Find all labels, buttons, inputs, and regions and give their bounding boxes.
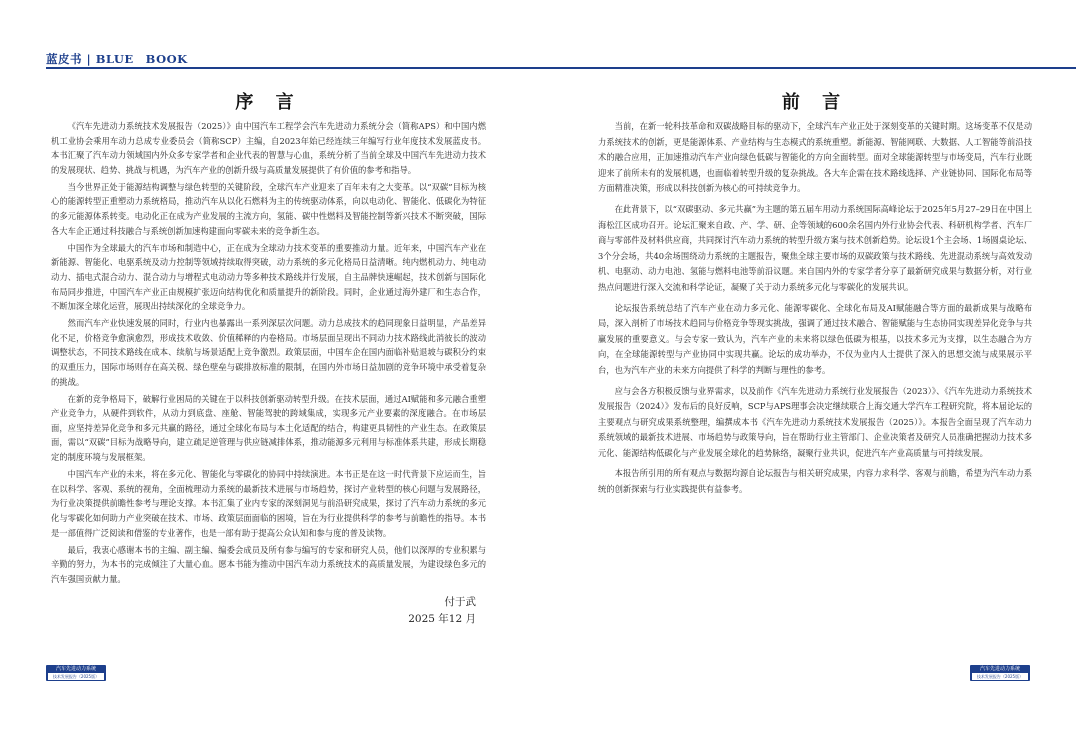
preface-paragraph: 最后，我衷心感谢本书的主编、副主编、编委会成员及所有参与编写的专家和研究人员，他们以深厚的专业积累与辛勤的努力，为本书的完成倾注了大量心血。愿本书能为推动中国汽车动力系统技术的高质量发展，为建设绿色多元的汽车强国贡献力量。 (51, 544, 486, 584)
foreword-paragraph: 本报告所引用的所有观点与数据均源自论坛报告与相关研究成果，内容力求科学、客观与前瞻，希望为汽车动力系统的创新探索与行业实践提供有益参考。 (598, 468, 1032, 495)
preface-paragraph: 《汽车先进动力系统技术发展报告（2025）》由中国汽车工程学会汽车先进动力系统分会（简称APS）和中国内燃机工业协会乘用车动力总成专业委员会（简称SCP）主编，自2023年始已经连续三年编写行业年度技术发展蓝皮书。本书汇聚了汽车动力领域国内外众多专家学者和企业代表的智慧与心血，系统分析了当前全球及中国汽车先进动力技术的发展现状、趋势、挑战与机遇，为汽车产业的创新升级与高质量发展提供了有价值的参考和指导。 (51, 121, 486, 175)
preface-paragraph: 当今世界正处于能源结构调整与绿色转型的关键阶段，全球汽车产业迎来了百年未有之大变革。以“双碳”目标为核心的能源转型正重塑动力系统格局，推动汽车从以化石燃料为主的传统驱动体系，向以电动化、智能化、低碳化为特征的多元能源体系转变。电动化正在成为产业发展的主流方向，氢能、碳中性燃料及智能控制等新兴技术不断突破，国际各大车企正通过科技融合与系统创新加速构建面向零碳未来的竞争新生态。 (51, 181, 486, 236)
foreword-paragraph: 当前，在新一轮科技革命和双碳战略目标的驱动下，全球汽车产业正处于深刻变革的关键时期。这场变革不仅是动力系统技术的创新，更是能源体系、产业结构与生态模式的系统重塑。新能源、智能网联、大数据、人工智能等前沿技术的融合应用，正加速推动汽车产业向绿色低碳与智能化的方向全面转型。面对全球能源转型与市场变局，汽车行业既迎来了前所未有的发展机遇，也面临着转型升级的复杂挑战。各大车企需在技术路线选择、产业链协同、国际化布局等方面精准决策，形成以科技创新为核心的可持续竞争力。 (598, 121, 1032, 194)
foreword-paragraph: 应与会各方积极反馈与业界需求，以及前作《汽车先进动力系统行业发展报告（2023）》、《汽车先进动力系统技术发展报告（2024）》发布后的良好反响，SCP与APS理事会决定继续联合上海交通大学汽车工程研究院，将本届论坛的主要观点与研究成果系统整理，编撰成本书《汽车先进动力系统技术发展报告（2025）》。本报告全面呈现了汽车动力系统领域的最新技术进展、市场趋势与政策导向，旨在帮助行业主管部门、企业决策者及研究人员准确把握动力技术多元化、能源结构低碳化与产业发展全球化的趋势脉络，凝聚行业共识，促进汽车产业高质量与可持续发展。 (598, 385, 1032, 458)
foreword-title: 前 言 (781, 92, 849, 113)
footer-badge-right (970, 665, 1030, 681)
preface-paragraph: 中国作为全球最大的汽车市场和制造中心，正在成为全球动力技术变革的重要推动力量。近年来，中国汽车产业在新能源、智能化、电驱系统及动力控制等领域持续取得突破，动力系统的多元化格局日益清晰。纯内燃机动力、纯电动动力、插电式混合动力、混合动力与增程式电动动力等多种技术路线并行发展，自主品牌快速崛起，技术创新与国际化布局同步推进，中国汽车产业正由规模扩张迈向结构优化和质量提升的新阶段。同时，企业通过海外建厂和生态合作，不断加深全球化运营，展现出持续深化的全球竞争力。 (51, 242, 486, 312)
signature-name: 付于武 (444, 596, 476, 609)
signature-date: 2025 年12 月 (408, 613, 476, 626)
footer-badge-title: 汽车先进动力系统 (979, 666, 1020, 672)
foreword-paragraph: 论坛报告系统总结了汽车产业在动力多元化、能源零碳化、全球化布局及AI赋能融合等方面的最新成果与战略布局，深入剖析了市场技术趋同与价格竞争等现实挑战，强调了通过技术融合、智能赋能与生态协同实现差异化竞争与共赢发展的重要意义。与会专家一致认为，汽车产业的未来将以绿色低碳为根基，以技术多元为支撑，以生态融合为方向，在全球能源转型与产业协同中实现共赢。论坛的成功举办，不仅为业内人士提供了深入的思想交流与成果展示平台，也为汽车产业的未来方向提供了科学的判断与理性的参考。 (598, 302, 1032, 375)
preface-paragraph: 在新的竞争格局下，破解行业困局的关键在于以科技创新驱动转型升级。在技术层面，通过AI赋能和多元融合重塑产业竞争力，从硬件到软件，从动力到底盘、座舱、智能驾驶的跨域集成，实现多元产业要素的深度融合。在市场层面，应坚持差异化竞争和多元共赢的路径，通过全球化布局与本土化适配的结合，构建更具韧性的产业生态。在政策层面，需以“双碳”目标为战略导向，建立疏足逆管理与供应链减排体系，推动能源多元利用与标准体系共建，形成长期稳定的制度环境与发展框架。 (51, 393, 486, 463)
preface-column (51, 92, 486, 628)
footer-badge-left (46, 665, 106, 681)
footer-badge-subtitle: 技术发展报告（2025版） (972, 673, 1028, 680)
foreword-paragraph: 在此背景下，以“双碳驱动、多元共赢”为主题的第五届车用动力系统国际高峰论坛于2025年5月27–29日在中国上海松江区成功召开。论坛汇聚来自政、产、学、研、企等领域的600余名国内外行业协会代表、科研机构学者、汽车厂商与零部件及材料供应商，共同探讨汽车动力系统的转型升级方案与技术创新趋势。论坛设1个主会场、1场圆桌论坛、3个分会场，共40余场围绕动力系统的主题报告，聚焦全球主要市场的双碳政策与技术路线、先进混动系统与高效发动机、电驱动、动力电池、氢能与燃料电池等前沿议题。来自国内外的专家学者分享了最新研究成果与数据分析，对行业热点问题进行深入交流和科学论证，凝聚了关于动力系统多元化与零碳化的发展共识。 (598, 203, 1032, 292)
footer-badge-subtitle: 技术发展报告（2025版） (48, 673, 104, 680)
footer-badge-title: 汽车先进动力系统 (55, 666, 96, 672)
foreword-column (598, 92, 1032, 503)
header-rule (46, 67, 1076, 69)
preface-paragraph: 然而汽车产业快速发展的同时，行业内也暴露出一系列深层次问题。动力总成技术的趋同现象日益明显，产品差异化不足，价格竞争愈演愈烈，形成技术收敛、价值稀释的内卷格局。市场层面呈现出不同动力技术路线此消彼长的波动调整状态，不同技术路线在成本、续航与场景适配上竞争激烈。政策层面，中国车企在国内面临补贴退坡与碳积分约束的双重压力，国际市场则存在高关税、绿色壁垒与碳排放标准的限制，在国内外市场日益加剧的竞争环境中承受着复杂的挑战。 (51, 318, 486, 387)
header-label: 蓝皮书 | BLUE BOOK (46, 52, 188, 66)
preface-paragraph: 中国汽车产业的未来，将在多元化、智能化与零碳化的协同中持续演进。本书正是在这一时代背景下应运而生，旨在以科学、客观、系统的视角，全面梳理动力系统的最新技术进展与市场趋势，探讨产业转型的核心问题与发展路径，为行业决策提供前瞻性参考与理论支撑。本书汇集了业内专家的深刻洞见与前沿研究成果，探讨了汽车动力系统的多元化与零碳化如何助力产业突破在技术、市场、政策层面面临的困境，旨在为行业提供科学的参考与前瞻性的指导。本书是一部值得广泛阅读和借鉴的专业著作，也是一部有助于提高公众认知和参与度的普及读物。 (51, 469, 486, 538)
preface-title: 序 言 (235, 92, 302, 113)
